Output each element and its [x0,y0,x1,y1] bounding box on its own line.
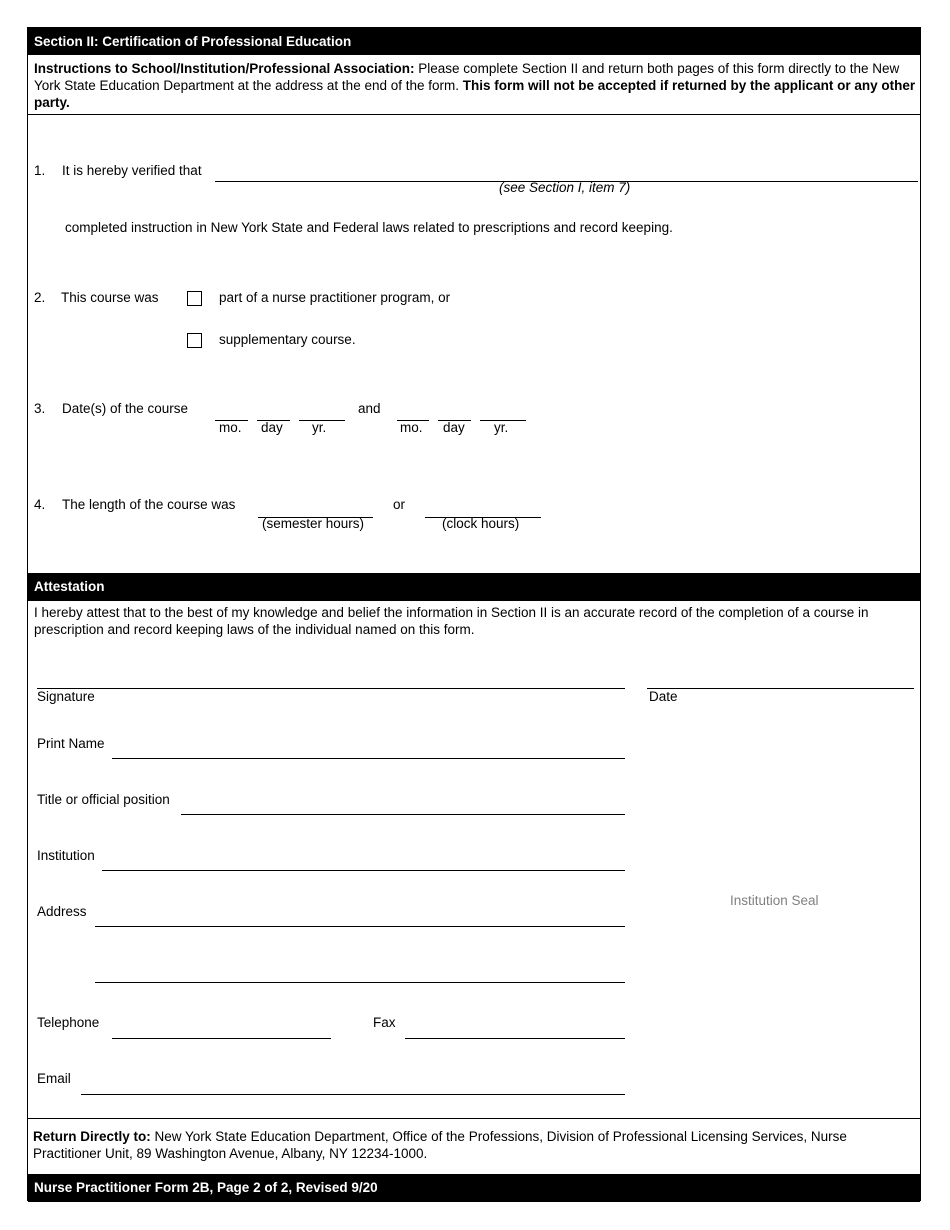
return-text: New York State Education Department, Office of the Professions, Division of Professional Licensing Services, Nurse Practitioner Unit, 89 Washington Avenue, Albany, NY 12234-1000. [33,1129,847,1161]
address-label: Address [37,904,87,919]
email-line [81,1094,625,1095]
end-day-input[interactable] [438,401,475,421]
footer-divider [28,1118,920,1119]
item2-number: 2. [34,290,46,305]
attestation-text: I hereby attest that to the best of my knowledge and belief the information in Section II is an accurate record of the completion of a course in prescription and record keeping laws of the individual named on this form. [34,605,869,637]
institution-seal-label: Institution Seal [730,893,819,908]
institution-label: Institution [37,848,95,863]
print-name-line [112,758,625,759]
end-mo-label: mo. [400,420,423,435]
title-label: Title or official position [37,792,170,807]
instructions-divider [28,114,920,115]
verified-name-input[interactable] [215,162,919,182]
form-frame [27,27,921,1201]
item1-label: It is hereby verified that [62,163,202,178]
item4-label: The length of the course was [62,497,236,512]
address-input-2[interactable] [95,962,629,982]
item1-hint: (see Section I, item 7) [499,180,631,195]
item4-number: 4. [34,497,46,512]
item3-and: and [358,401,381,416]
address-line-1 [95,926,625,927]
signature-label: Signature [37,689,95,704]
institution-input[interactable] [102,850,629,870]
item2-label: This course was [61,290,159,305]
institution-line [102,870,625,871]
item3-label: Date(s) of the course [62,401,189,416]
item2-option2-label: supplementary course. [219,332,356,347]
title-input[interactable] [181,794,629,814]
item3-number: 3. [34,401,46,416]
instructions-bold-2: This form will not be accepted if returned by the applicant or any other party. [34,78,916,110]
np-program-checkbox[interactable] [187,291,202,306]
address-input-1[interactable] [95,906,629,926]
attestation-header: Attestation [28,573,920,601]
instructions-text: Please complete Section II and return both pages of this form directly to the New York State Education Department at the address at the end of the form. [34,61,900,93]
start-year-input[interactable] [299,401,349,421]
title-line [181,814,625,815]
instructions-bold: Instructions to School/Institution/Professional Association: [34,61,415,76]
date-label: Date [649,689,678,704]
date-input[interactable] [647,668,918,688]
address-line-2 [95,982,625,983]
clock-hours-label: (clock hours) [442,516,520,531]
semester-hours-label: (semester hours) [262,516,365,531]
item2-option1-label: part of a nurse practitioner program, or [219,290,451,305]
item1-number: 1. [34,163,46,178]
item4-or: or [393,497,406,512]
section-ii-header: Section II: Certification of Professional Education [28,28,920,55]
start-mo-label: mo. [219,420,242,435]
telephone-line [112,1038,331,1039]
start-month-input[interactable] [215,401,252,421]
form-id-footer: Nurse Practitioner Form 2B, Page 2 of 2, Revised 9/20 [28,1174,920,1202]
supplementary-course-checkbox[interactable] [187,333,202,348]
clock-hours-input[interactable] [425,497,545,517]
start-day-input[interactable] [257,401,294,421]
email-label: Email [37,1071,71,1086]
signature-line [37,688,625,689]
telephone-label: Telephone [37,1015,100,1030]
start-yr-label: yr. [312,420,327,435]
fax-line [405,1038,625,1039]
section-ii-instructions [34,60,918,111]
return-address [33,1128,917,1162]
return-bold: Return Directly to: [33,1129,151,1144]
semester-hours-input[interactable] [258,497,377,517]
signature-input[interactable] [37,668,629,688]
telephone-input[interactable] [112,1018,335,1038]
print-name-label: Print Name [37,736,105,751]
email-input[interactable] [81,1074,629,1094]
end-year-input[interactable] [480,401,530,421]
end-day-label: day [443,420,465,435]
end-month-input[interactable] [397,401,433,421]
fax-input[interactable] [405,1018,629,1038]
fax-label: Fax [373,1015,396,1030]
date-line [647,688,914,689]
print-name-input[interactable] [112,738,629,758]
end-yr-label: yr. [494,420,509,435]
item1-completion-text: completed instruction in New York State and Federal laws related to prescriptions and record keeping. [65,220,673,235]
start-day-label: day [261,420,283,435]
